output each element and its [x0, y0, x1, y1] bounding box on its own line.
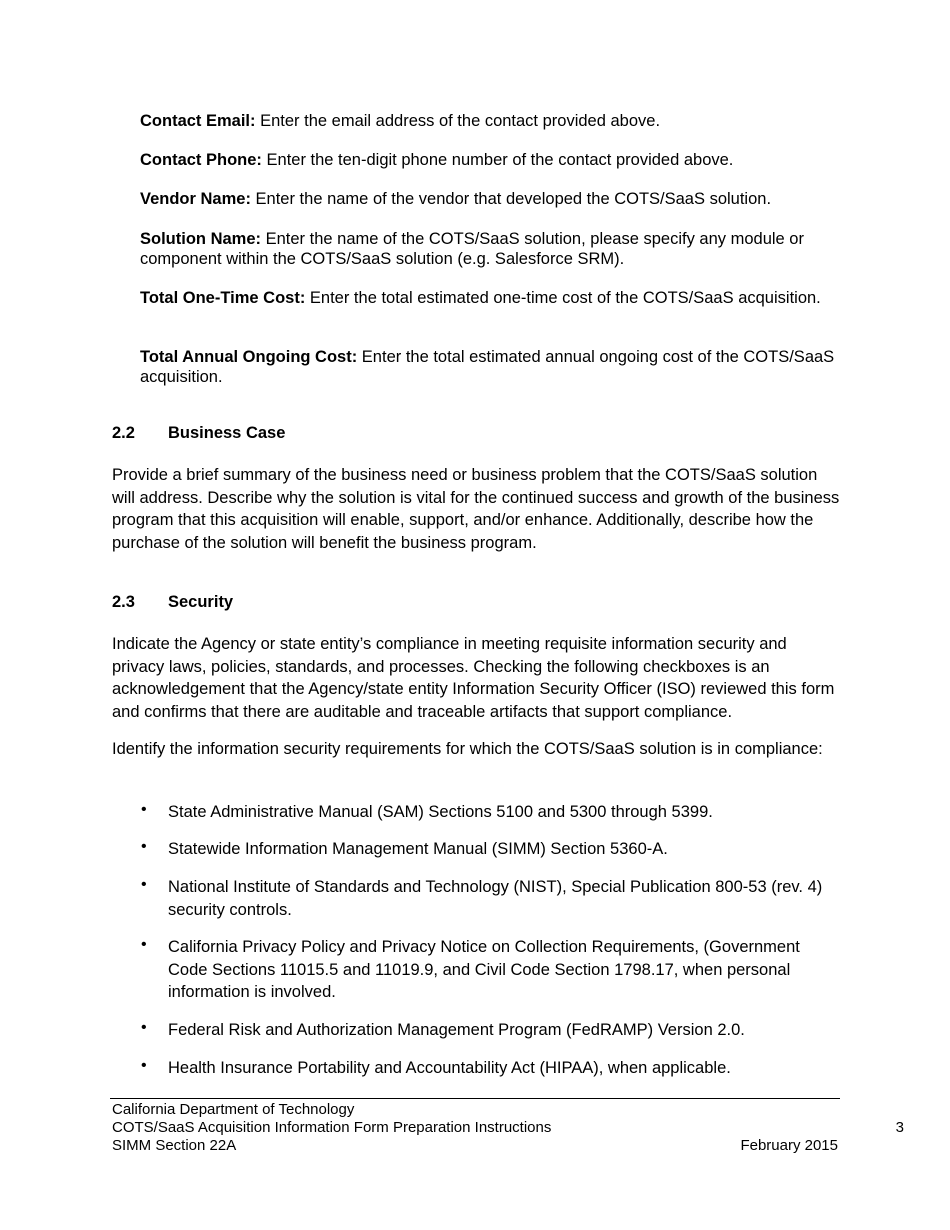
field-description: Enter the email address of the contact provided above. — [255, 112, 661, 130]
bullet-icon: • — [141, 876, 147, 893]
field-label: Contact Phone: — [140, 151, 262, 169]
field-label: Solution Name: — [140, 230, 262, 248]
section-number: 2.2 — [112, 424, 135, 442]
field-label: Vendor Name: — [140, 190, 251, 208]
field-total-one-time-cost — [140, 289, 840, 309]
field-description: Enter the total estimated annual ongoing cost of the COTS/SaaS acquisition. — [140, 348, 835, 386]
field-description: Enter the name of the COTS/SaaS solution, please specify any module or component within the COTS/SaaS solution (e.g. Salesforce SRM). — [140, 230, 804, 268]
list-item: Federal Risk and Authorization Management Program (FedRAMP) Version 2.0. — [168, 1021, 745, 1039]
business-case-paragraph: Provide a brief summary of the business need or business problem that the COTS/SaaS solution will address. Describe why the solution is vital for the continued success and growth of the business program that this acquisition will enable, support, and/or enhance. Additionally, describe how the purchase of the solution will benefit the business program. — [112, 466, 840, 552]
list-item: National Institute of Standards and Technology (NIST), Special Publication 800-53 (rev. 4) security controls. — [168, 878, 823, 919]
footer-date: February 2015 — [740, 1137, 838, 1154]
field-solution-name — [140, 230, 840, 269]
field-label: Total One-Time Cost: — [140, 289, 306, 307]
footer-divider — [110, 1098, 840, 1099]
section-number: 2.3 — [112, 593, 135, 611]
bullet-icon: • — [141, 838, 147, 855]
list-item: Statewide Information Management Manual (SIMM) Section 5360-A. — [168, 840, 668, 858]
section-heading-security — [112, 593, 412, 613]
security-paragraph: Indicate the Agency or state entity’s compliance in meeting requisite information security and privacy laws, policies, standards, and processes. Checking the following checkboxes is an acknowledgement that the Agency/state entity Information Security Officer (ISO) reviewed this form and confirms that there are auditable and traceable artifacts that support compliance. — [112, 635, 835, 721]
security-requirements-intro: Identify the information security requirements for which the COTS/SaaS solution is in compliance: — [112, 740, 823, 758]
section-title: Business Case — [168, 424, 286, 442]
bullet-icon: • — [141, 936, 147, 953]
field-contact-phone — [140, 151, 840, 171]
bullet-icon: • — [141, 1019, 147, 1036]
bullet-icon: • — [141, 1057, 147, 1074]
section-heading-business-case — [112, 424, 412, 444]
footer-organization: California Department of Technology — [112, 1101, 355, 1118]
field-vendor-name — [140, 190, 840, 210]
field-total-annual-ongoing-cost — [140, 348, 840, 387]
footer-simm-section: SIMM Section 22A — [112, 1137, 237, 1154]
field-description: Enter the name of the vendor that developed the COTS/SaaS solution. — [250, 190, 772, 208]
section-title: Security — [168, 593, 234, 611]
field-label: Contact Email: — [140, 112, 256, 130]
bullet-icon: • — [141, 801, 147, 818]
page-number: 3 — [895, 1119, 904, 1136]
field-label: Total Annual Ongoing Cost: — [140, 348, 358, 366]
field-contact-email — [140, 112, 840, 132]
list-item: State Administrative Manual (SAM) Sections 5100 and 5300 through 5399. — [168, 803, 713, 821]
field-description: Enter the ten-digit phone number of the contact provided above. — [261, 151, 734, 169]
field-description: Enter the total estimated one-time cost of the COTS/SaaS acquisition. — [305, 289, 821, 307]
list-item: California Privacy Policy and Privacy Notice on Collection Requirements, (Government Code Sections 11015.5 and 11019.9, and Civil Code Section 1798.17, when personal information is involved. — [168, 938, 800, 1001]
footer-document-title: COTS/SaaS Acquisition Information Form Preparation Instructions — [112, 1119, 552, 1136]
list-item: Health Insurance Portability and Accountability Act (HIPAA), when applicable. — [168, 1059, 731, 1077]
